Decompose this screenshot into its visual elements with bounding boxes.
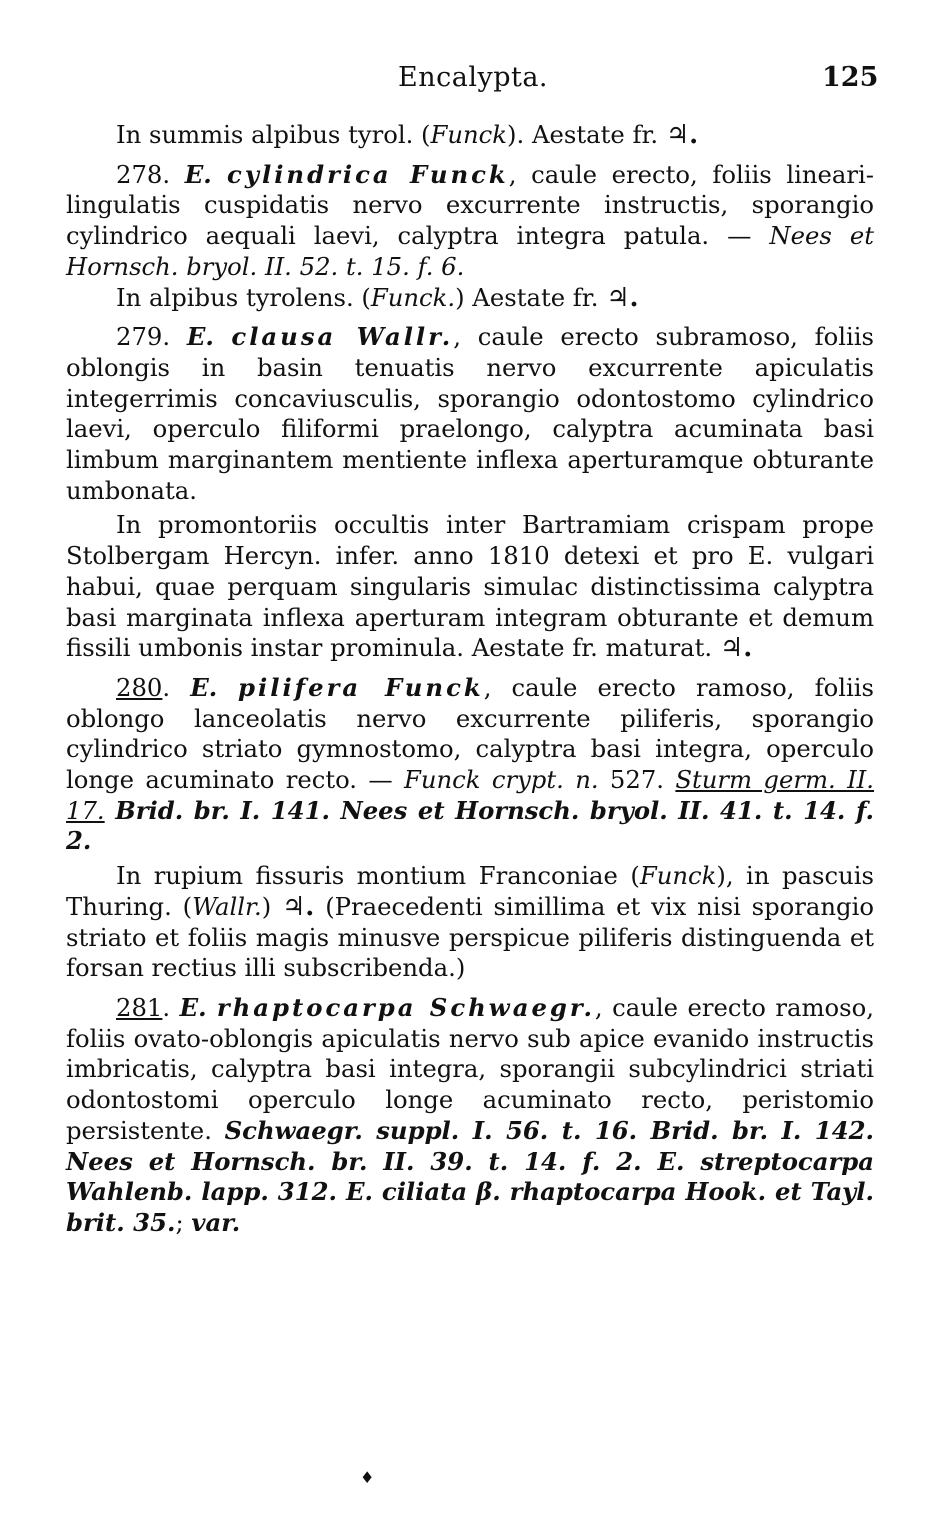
species-entry-278: 278. E. cylindrica Funck, caule erecto, foliis lineari-lingulatis cuspidatis nervo excurrente instructis, sporangio cylindrico aequali laevi, calyptra integra patula. — Nees et Hornsch. bryol. II. 52. t. 15. f. 6. (66, 159, 874, 281)
body-text (66, 120, 874, 1239)
printer-ornament: ♦ (360, 1468, 375, 1487)
running-head (0, 62, 930, 102)
reference: Sturm germ. II. 17. (66, 765, 875, 825)
reference: Brid. br. I. 141. Nees et Hornsch. bryol. II. 41. t. 14. f. 2. (66, 795, 874, 856)
perennial-sign: ♃. (606, 282, 639, 313)
species-entry-280: 280. E. pilifera Funck, caule erecto ramoso, foliis oblongo lanceolatis nervo excurrente piliferis, sporangio cylindrico striato gymnostomo, calyptra basi integra, operculo longe acuminato recto. — Funck crypt. n. 527. Sturm germ. II. 17. Brid. br. I. 141. Nees et Hornsch. bryol. II. 41. t. 14. f. 2. (66, 672, 875, 856)
page-number: 125 (822, 62, 879, 93)
reference: Funck crypt. n. (404, 765, 599, 795)
species-name: clausa Wallr. (231, 322, 454, 352)
habitat-note-277: In summis alpibus tyrol. (Funck). Aestate fr. ♃. (116, 120, 699, 150)
perennial-sign: ♃. (282, 891, 315, 922)
habitat-279: In promontoriis occultis inter Bartramiam crispam prope Stolbergam Hercyn. infer. anno 1810 detexi et pro E. vulgari habui, quae perquam singularis simulac distinctissima calyptra basi marginata inflexa aperturam integram obturante et demum fissili umbonis instar prominula. Aestate fr. maturat. ♃. (66, 510, 874, 664)
entry-number: 278. (116, 159, 185, 189)
reference: Nees et Hornsch. bryol. II. 52. t. 15. f. 6. (66, 221, 874, 281)
perennial-sign: ♃. (719, 633, 753, 664)
habitat-280: In rupium fissuris montium Franconiae (Funck), in pascuis Thuring. (Wallr.) ♃. (Praecedenti simillima et vix nisi sporangio striato et foliis magis minusve perspicue piliferis distinguenda et forsan rectius illi subscribenda.) (66, 861, 874, 983)
reference: Schwaegr. suppl. I. 56. t. 16. Brid. br. I. 142. Nees et Hornsch. br. II. 39. t. 14. f. 2. E. streptocarpa Wahlenb. lapp. 312. E. ciliata β. rhaptocarpa Hook. et Tayl. brit. 35. (66, 1115, 874, 1237)
entry-number: 280 (116, 672, 163, 702)
species-entry-281: 281. E. rhaptocarpa Schwaegr., caule erecto ramoso, foliis ovato-oblongis apiculatis nervo sub apice evanido instructis imbricatis, calyptra basi integra, sporangii subcylindrici striati odontostomi operculo longe acuminato recto, peristomio persistente. Schwaegr. suppl. I. 56. t. 16. Brid. br. I. 142. Nees et Hornsch. br. II. 39. t. 14. f. 2. E. streptocarpa Wahlenb. lapp. 312. E. ciliata β. rhaptocarpa Hook. et Tayl. brit. 35.; var. (66, 992, 875, 1237)
entry-number: 279. (116, 322, 187, 352)
running-title: Encalypta. (398, 62, 549, 93)
perennial-sign: ♃. (665, 120, 699, 150)
species-name: rhaptocarpa Schwaegr. (216, 992, 595, 1022)
species-name: pilifera Funck (238, 672, 484, 702)
entry-number: 281 (116, 992, 163, 1022)
species-entry-279: 279. E. clausa Wallr., caule erecto subramoso, foliis oblongis in basin tenuatis nervo excurrente apiculatis integerrimis concaviusculis, sporangio odontostomo cylindrico laevi, operculo filiformi praelongo, calyptra acuminata basi limbum marginantem mentiente inflexa aperturamque obturante umbonata. (66, 322, 875, 505)
habitat-278: In alpibus tyrolens. (Funck.) Aestate fr. ♃. (116, 282, 639, 313)
species-name: cylindrica Funck (227, 159, 509, 189)
